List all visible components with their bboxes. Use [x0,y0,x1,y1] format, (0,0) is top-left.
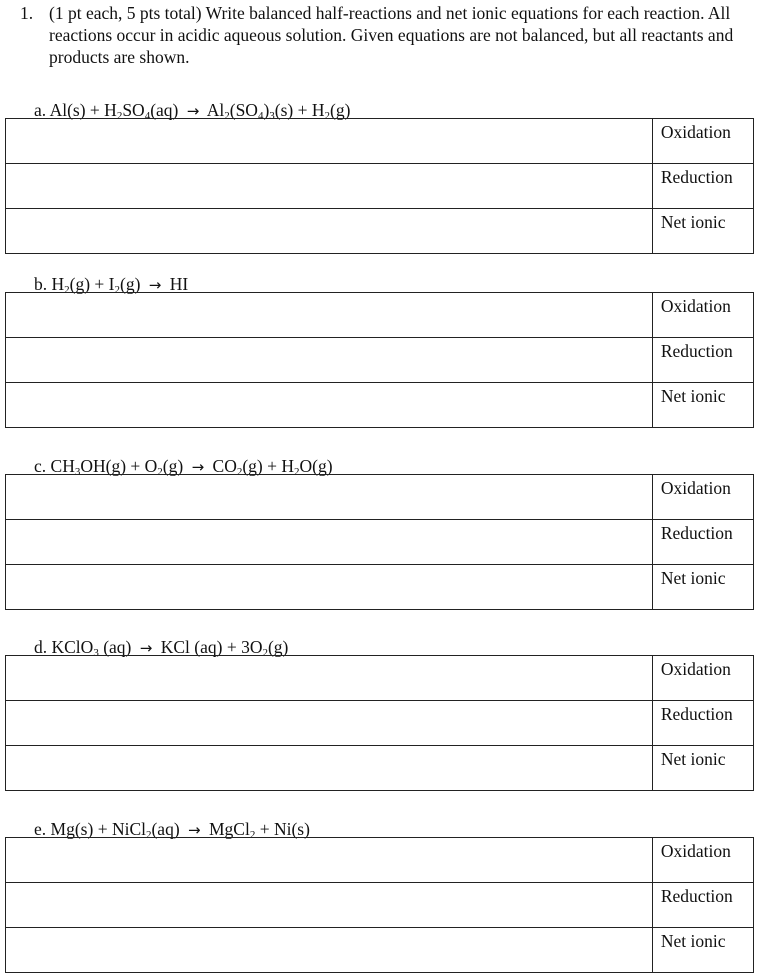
oxidation-row [6,475,754,520]
formula-text: O(g) [299,456,333,476]
net-ionic-row [6,383,754,428]
answer-table-a [5,118,754,254]
net-ionic-row [6,209,754,254]
reduction-label: Reduction [652,520,753,565]
chemical-species [52,637,132,657]
chemical-species [50,100,86,120]
formula-text: (s) [274,100,294,120]
equation-text [51,819,310,839]
formula-text: (aq) [150,100,179,120]
chemical-species [213,456,263,476]
oxidation-row [6,119,754,164]
formula-subscript: 2 [262,647,268,659]
reduction-answer-cell[interactable] [6,520,653,565]
formula-text: CH [50,456,75,476]
formula-text: H [311,100,325,120]
formula-text: (g) [330,100,351,120]
question-number: 1. [20,3,34,23]
chemical-species [312,100,351,120]
plus-sign: + [90,274,109,294]
net-ionic-answer-cell[interactable] [6,209,653,254]
formula-subscript: 3 [74,466,81,478]
plus-sign: + [262,456,282,476]
formula-text: (g) [120,274,141,294]
reduction-label: Reduction [652,164,753,209]
formula-subscript: 2 [236,466,243,478]
plus-sign: + [222,637,242,657]
answer-table-e [5,837,754,973]
chemical-species [51,819,94,839]
formula-subscript: 2 [324,110,331,122]
net-ionic-label: Net ionic [652,928,753,973]
reduction-row [6,883,754,928]
part-letter: b. [34,274,48,294]
formula-subscript: 2 [249,829,256,841]
net-ionic-answer-cell[interactable] [6,746,653,791]
formula-text: NiCl [111,819,146,839]
formula-text: ) [263,100,270,120]
plus-sign: + [93,819,112,839]
chemical-species [281,456,332,476]
reduction-row [6,520,754,565]
formula-text: (g) [162,456,184,476]
plus-sign: + [255,819,274,839]
oxidation-label: Oxidation [652,838,753,883]
chemical-species [51,456,127,476]
equation-text [51,456,333,476]
reduction-row [6,164,754,209]
formula-subscript: 2 [114,284,120,296]
formula-text: KClO [51,637,94,657]
net-ionic-answer-cell[interactable] [6,928,653,973]
formula-text: SO [122,100,145,120]
formula-text: Al [206,100,225,120]
formula-subscript: 2 [157,466,163,478]
formula-subscript: 4 [257,110,264,122]
formula-text: Al(s) [49,100,86,120]
formula-subscript: 4 [144,110,151,122]
reduction-answer-cell[interactable] [6,701,653,746]
net-ionic-row [6,746,754,791]
formula-text: KCl (aq) [160,637,223,657]
reaction-arrow-icon: → [191,458,205,476]
oxidation-answer-cell[interactable] [6,293,653,338]
formula-subscript: 2 [294,466,300,478]
chemical-species [109,274,141,294]
formula-text: H [281,456,295,476]
formula-text: 3O [241,637,263,657]
formula-text: (g) [69,274,91,294]
net-ionic-label: Net ionic [652,383,753,428]
oxidation-label: Oxidation [652,656,753,701]
reduction-answer-cell[interactable] [6,883,653,928]
chemical-species [274,819,310,839]
formula-subscript: 2 [224,110,230,122]
formula-text: CO [212,456,237,476]
part-letter: d. [34,637,48,657]
answer-table-c [5,474,754,610]
reduction-label: Reduction [652,883,753,928]
reaction-arrow-icon: → [186,102,200,120]
chemical-species [112,819,180,839]
formula-subscript: 2 [64,284,70,296]
reaction-arrow-icon: → [188,821,201,839]
oxidation-label: Oxidation [652,475,753,520]
net-ionic-answer-cell[interactable] [6,383,653,428]
part-letter: e. [34,819,47,839]
answer-table-d [5,655,754,791]
reduction-label: Reduction [652,701,753,746]
reduction-answer-cell[interactable] [6,338,653,383]
chemical-species [170,274,188,294]
formula-subscript: 3 [93,647,99,659]
net-ionic-answer-cell[interactable] [6,565,653,610]
part-letter: c. [34,456,47,476]
formula-text: I [108,274,115,294]
formula-text: (g) [242,456,263,476]
reduction-label: Reduction [652,338,753,383]
formula-subscript: 2 [145,829,152,841]
plus-sign: + [85,100,105,120]
reduction-row [6,338,754,383]
reaction-arrow-icon: → [148,276,162,294]
oxidation-answer-cell[interactable] [6,475,653,520]
chemical-species [145,456,184,476]
reaction-arrow-icon: → [139,639,153,657]
oxidation-row [6,656,754,701]
net-ionic-label: Net ionic [652,209,753,254]
chemical-species [104,100,178,120]
plus-sign: + [293,100,312,120]
answer-table-b [5,292,754,428]
chemical-species [52,274,91,294]
reduction-answer-cell[interactable] [6,164,653,209]
chemical-species [207,100,294,120]
formula-text: (g) [267,637,289,657]
formula-text: (aq) [98,637,132,657]
net-ionic-label: Net ionic [652,746,753,791]
part-letter: a. [34,100,47,120]
formula-text: Ni(s) [273,819,310,839]
formula-text: H [51,274,65,294]
question-instructions: (1 pt each, 5 pts total) Write balanced half-reactions and net ionic equations for each reaction. All reactions occur in acidic aqueous solution. Given equations are not balanced, but all reactants and products are shown. [49,3,734,67]
chemical-species [161,637,223,657]
formula-text: (aq) [151,819,180,839]
equation-text [52,274,189,294]
chemical-species [209,819,255,839]
equation-text [50,100,351,120]
oxidation-label: Oxidation [652,119,753,164]
formula-text: O [144,456,158,476]
formula-text: HI [169,274,189,294]
chemical-species [241,637,288,657]
oxidation-row [6,838,754,883]
plus-sign: + [126,456,145,476]
formula-text: OH(g) [80,456,127,476]
oxidation-answer-cell[interactable] [6,838,653,883]
oxidation-answer-cell[interactable] [6,656,653,701]
oxidation-label: Oxidation [652,293,753,338]
reduction-row [6,701,754,746]
formula-text: Mg(s) [50,819,94,839]
net-ionic-label: Net ionic [652,565,753,610]
net-ionic-row [6,565,754,610]
formula-subscript: 3 [269,110,275,122]
equation-text [52,637,289,657]
oxidation-row [6,293,754,338]
oxidation-answer-cell[interactable] [6,119,653,164]
formula-subscript: 2 [116,110,123,122]
formula-text: MgCl [209,819,250,839]
formula-text: H [104,100,117,120]
formula-text: (SO [229,100,258,120]
net-ionic-row [6,928,754,973]
